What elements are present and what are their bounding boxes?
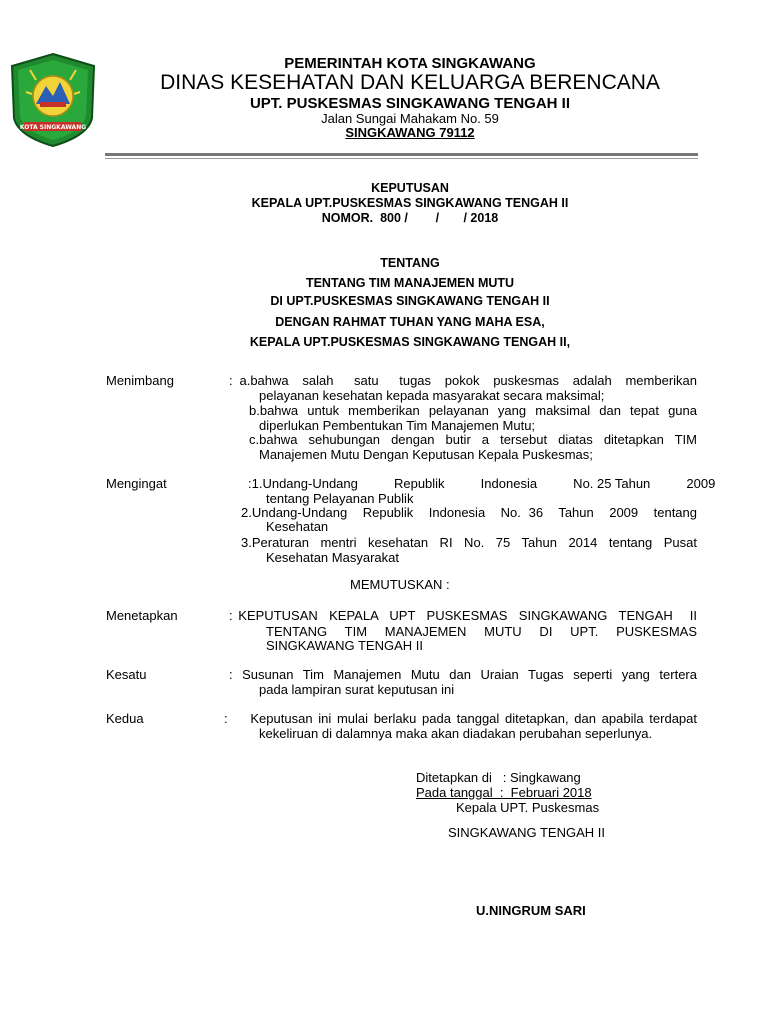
mengingat-3-line1: 3.Peraturan mentri kesehatan RI No. 75 Tahun 2014 tentang Pusat xyxy=(241,535,697,550)
svg-text:KOTA SINGKAWANG: KOTA SINGKAWANG xyxy=(19,124,87,131)
kesatu-label: Kesatu xyxy=(106,667,147,682)
ditetapkan-di: Ditetapkan di : Singkawang xyxy=(416,770,581,785)
header-rule-thick xyxy=(105,153,698,156)
header-department: DINAS KESEHATAN DAN KELUARGA BERENCANA xyxy=(160,71,660,94)
menetapkan-line3: SINGKAWANG TENGAH II xyxy=(266,638,423,653)
header-government: PEMERINTAH KOTA SINGKAWANG xyxy=(284,55,536,72)
title-rahmat: DENGAN RAHMAT TUHAN YANG MAHA ESA, xyxy=(275,315,545,329)
menimbang-c-line2: Manajemen Mutu Dengan Keputusan Kepala Puskesmas; xyxy=(259,447,593,462)
header-city: SINGKAWANG 79112 xyxy=(345,125,475,140)
title-kepala: KEPALA UPT.PUSKESMAS SINGKAWANG TENGAH II xyxy=(251,196,569,210)
kesatu-line1: : Susunan Tim Manajemen Mutu dan Uraian Tugas seperti yang tertera xyxy=(229,667,697,682)
title-nomor: NOMOR. 800 / / / 2018 xyxy=(321,211,499,225)
menetapkan-line2: TENTANG TIM MANAJEMEN MUTU DI UPT. PUSKESMAS xyxy=(266,624,697,639)
menimbang-a-line2: pelayanan kesehatan kepada masyarakat secara maksimal; xyxy=(259,388,605,403)
kedua-label: Kedua xyxy=(106,711,144,726)
header-address: Jalan Sungai Mahakam No. 59 xyxy=(321,111,499,126)
menimbang-c-line1: c.bahwa sehubungan dengan butir a tersebut diatas ditetapkan TIM xyxy=(249,432,697,447)
mengingat-label: Mengingat xyxy=(106,476,167,491)
mengingat-1-line2: tentang Pelayanan Publik xyxy=(266,491,414,506)
header-rule-thin xyxy=(105,158,698,159)
memutuskan-heading: MEMUTUSKAN : xyxy=(350,577,450,592)
mengingat-1-line1: :1.Undang-Undang Republik Indonesia No. 25 Tahun 2009 xyxy=(248,476,716,491)
title-tentang-tim: TENTANG TIM MANAJEMEN MUTU xyxy=(305,276,515,290)
title-lokasi: DI UPT.PUSKESMAS SINGKAWANG TENGAH II xyxy=(270,294,550,308)
kedua-line2: kekeliruan di dalamnya maka akan diadakan perubahan seperlunya. xyxy=(259,726,653,741)
mengingat-2-line1: 2.Undang-Undang Republik Indonesia No. 36 Tahun 2009 tentang xyxy=(241,505,697,520)
title-keputusan: KEPUTUSAN xyxy=(371,181,449,195)
kesatu-line2: pada lampiran surat keputusan ini xyxy=(259,682,455,697)
signatory-name: U.NINGRUM SARI xyxy=(476,903,586,918)
menimbang-b-line1: b.bahwa untuk memberikan pelayanan yang maksimal dan tepat guna xyxy=(249,403,697,418)
menimbang-a-line1: : a.bahwa salah satu tugas pokok puskesmas adalah memberikan xyxy=(229,373,697,388)
menetapkan-line1: : KEPUTUSAN KEPALA UPT PUSKESMAS SINGKAWANG TENGAH II xyxy=(229,608,697,623)
mengingat-2-line2: Kesehatan xyxy=(266,519,329,534)
menimbang-label: Menimbang xyxy=(106,373,174,388)
kedua-line1: : Keputusan ini mulai berlaku pada tanggal ditetapkan, dan apabila terdapat xyxy=(224,711,697,726)
title-kepala-2: KEPALA UPT.PUSKESMAS SINGKAWANG TENGAH II, xyxy=(249,335,571,349)
signatory-unit: SINGKAWANG TENGAH II xyxy=(448,825,605,840)
header-unit: UPT. PUSKESMAS SINGKAWANG TENGAH II xyxy=(249,95,571,112)
title-tentang: TENTANG xyxy=(380,256,440,270)
menimbang-b-line2: diperlukan Pembentukan Tim Manajemen Mutu; xyxy=(259,418,536,433)
signatory-position: Kepala UPT. Puskesmas xyxy=(456,800,600,815)
city-emblem-logo xyxy=(10,52,96,148)
pada-tanggal: Pada tanggal : Februari 2018 xyxy=(416,785,592,800)
menetapkan-label: Menetapkan xyxy=(106,608,178,623)
mengingat-3-line2: Kesehatan Masyarakat xyxy=(266,550,399,565)
